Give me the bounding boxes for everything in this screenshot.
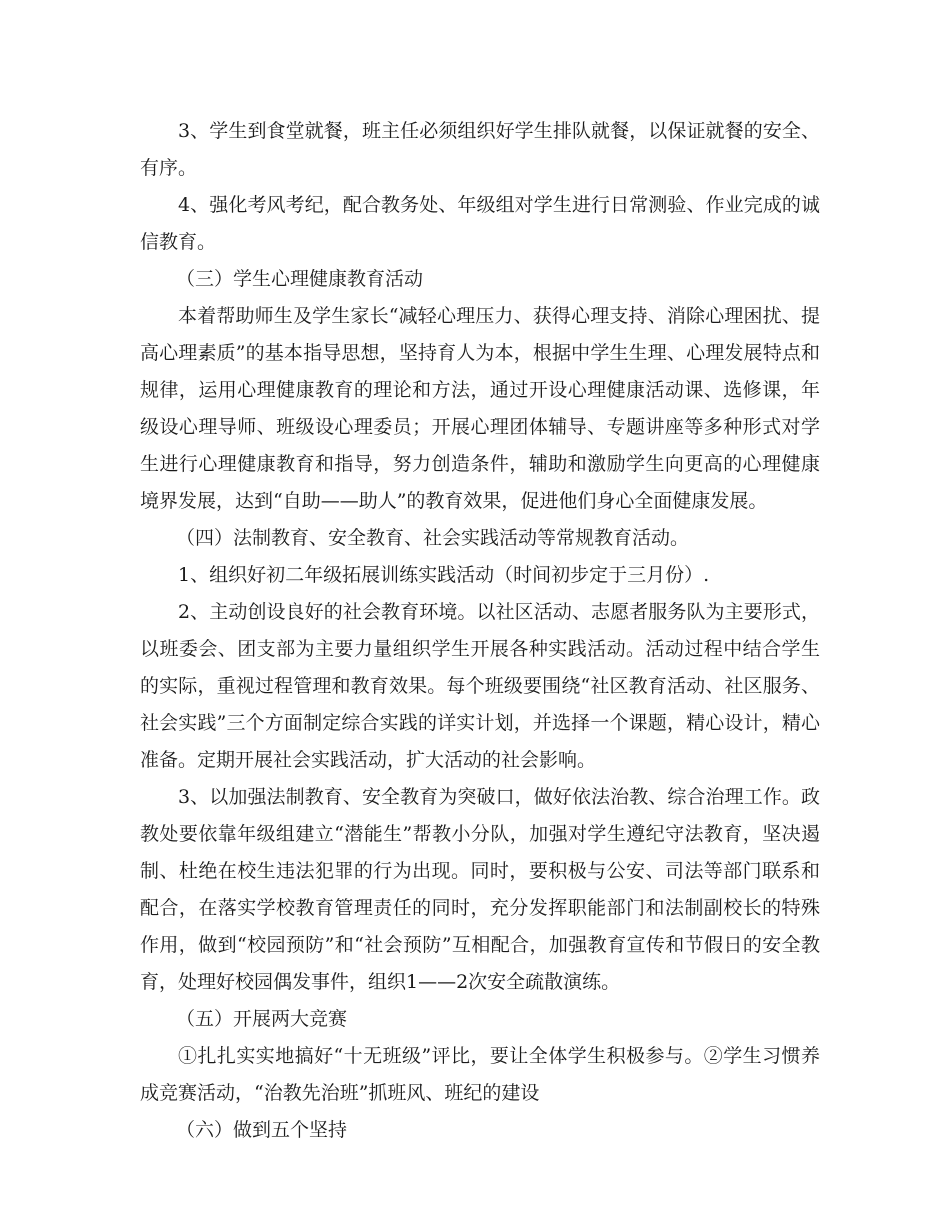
section-heading-competitions: （五）开展两大竞赛 xyxy=(176,1008,348,1030)
section-heading-mental-health: （三）学生心理健康教育活动 xyxy=(176,268,424,290)
paragraph-outdoor-training: 1、组织好初二年级拓展训练实践活动（时间初步定于三月份）. xyxy=(178,564,710,586)
paragraph-mental-health: 本着帮助师生及学生家长“减轻心理压力、获得心理支持、消除心理困扰、提高心理素质”的基本指导思想，坚持育人为本，根据中学生生理、心理发展特点和规律，运用心理健康教育的理论和方法，通过开设心理健康活动课、选修课，年级设心理导师、班级设心理委员；开展心理团体辅导、专题讲座等多种形式对学生进行心理健康教育和指导，努力创造条件，辅助和激励学生向更高的心理健康境界发展，达到“自助——助人”的教育效果，促进他们身心全面健康发展。 xyxy=(140,305,820,512)
paragraph-competitions: ①扎扎实实地搞好“十无班级”评比，要让全体学生积极参与。②学生习惯养成竞赛活动，“治教先治班”抓班风、班纪的建设 xyxy=(140,1045,820,1104)
paragraph-social-practice: 2、主动创设良好的社会教育环境。以社区活动、志愿者服务队为主要形式，以班委会、团支部为主要力量组织学生开展各种实践活动。活动过程中结合学生的实际，重视过程管理和教育效果。每个班级要围绕“社区教育活动、社区服务、社会实践”三个方面制定综合实践的详实计划，并选择一个课题，精心设计，精心准备。定期开展社会实践活动，扩大活动的社会影响。 xyxy=(140,601,820,771)
paragraph-exam-discipline: 4、强化考风考纪，配合教务处、年级组对学生进行日常测验、作业完成的诚信教育。 xyxy=(140,194,820,253)
section-heading-five-persistences: （六）做到五个坚持 xyxy=(176,1119,348,1141)
paragraph-legal-education: 3、以加强法制教育、安全教育为突破口，做好依法治教、综合治理工作。政教处要依靠年级组建立“潜能生”帮教小分队，加强对学生遵纪守法教育，坚决遏制、杜绝在校生违法犯罪的行为出现。同时，要积极与公安、司法等部门联系和配合，在落实学校教育管理责任的同时，充分发挥职能部门和法制副校长的特殊作用，做到“校园预防”和“社会预防”互相配合，加强教育宣传和节假日的安全教育，处理好校园偶发事件，组织1——2次安全疏散演练。 xyxy=(140,786,820,993)
document-body xyxy=(140,113,820,1149)
paragraph-canteen-dining: 3、学生到食堂就餐，班主任必须组织好学生排队就餐，以保证就餐的安全、有序。 xyxy=(140,120,820,179)
section-heading-legal-safety: （四）法制教育、安全教育、社会实践活动等常规教育活动。 xyxy=(176,527,690,549)
